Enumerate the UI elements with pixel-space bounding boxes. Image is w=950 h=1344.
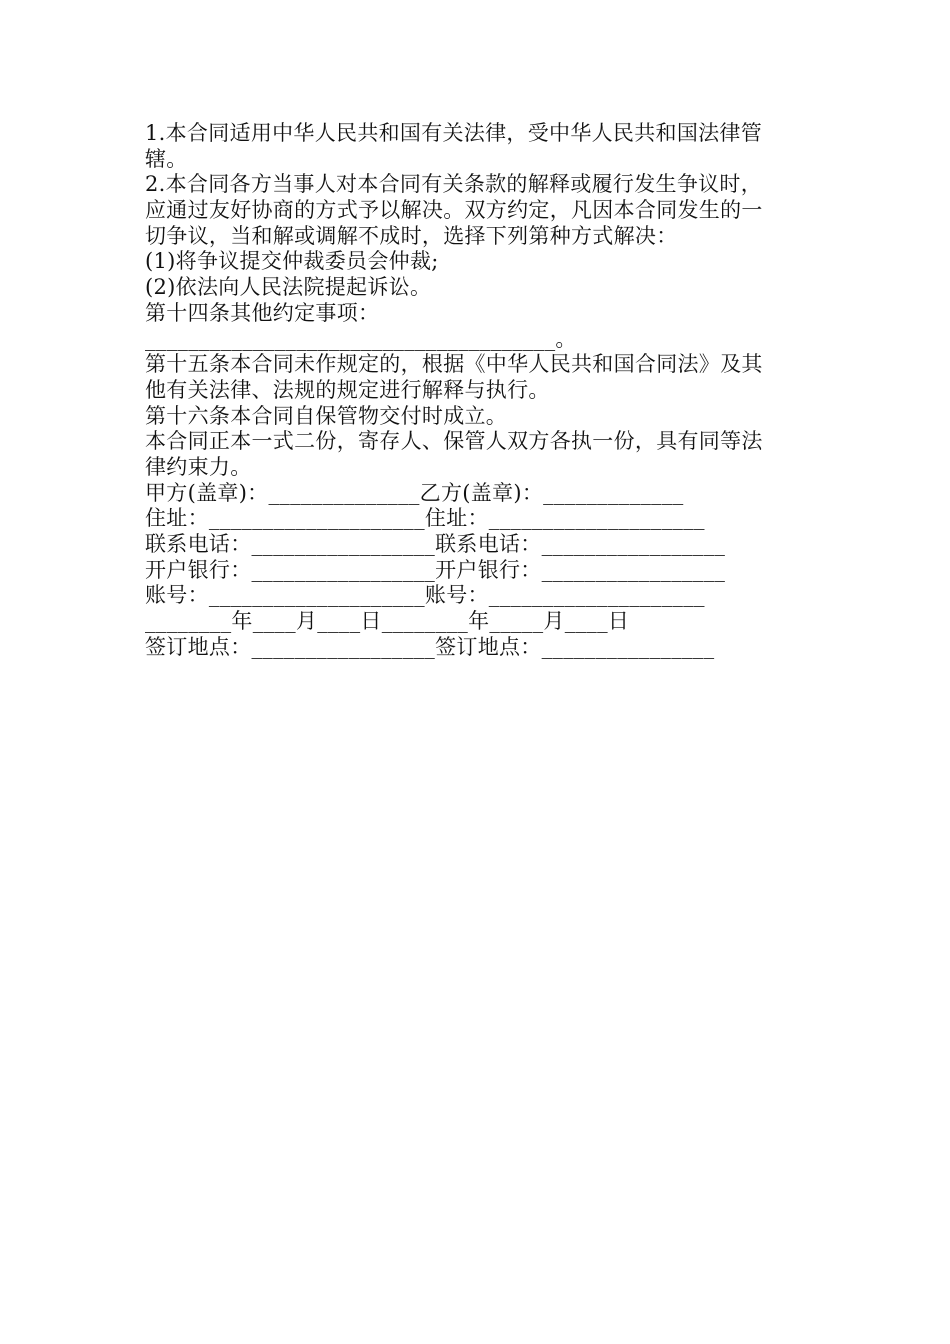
copies-clause-line-1: 本合同正本一式二份，寄存人、保管人双方各执一份，具有同等法 bbox=[145, 429, 763, 454]
article-15-line-1: 第十五条本合同未作规定的，根据《中华人民共和国合同法》及其 bbox=[145, 352, 763, 377]
account-line: 账号：____________________账号：____________________ bbox=[145, 583, 705, 608]
article-15-line-2: 他有关法律、法规的规定进行解释与执行。 bbox=[145, 377, 550, 402]
option-litigation: (2)依法向人民法院提起诉讼。 bbox=[145, 275, 432, 300]
signature-party-line: 甲方(盖章)：______________乙方(盖章)：_____________ bbox=[145, 480, 684, 505]
article-14-heading: 第十四条其他约定事项： bbox=[145, 300, 380, 325]
clause-law-line-1: 1.本合同适用中华人民共和国有关法律，受中华人民共和国法律管 bbox=[145, 121, 763, 145]
bank-line: 开户银行：_________________开户银行：_________________ bbox=[145, 557, 726, 582]
clause-dispute-line-2: 应通过友好协商的方式予以解决。双方约定，凡因本合同发生的一 bbox=[145, 198, 763, 223]
contract-page bbox=[145, 121, 810, 660]
option-arbitration: (1)将争议提交仲裁委员会仲裁; bbox=[145, 249, 439, 274]
article-16: 第十六条本合同自保管物交付时成立。 bbox=[145, 403, 508, 428]
phone-line: 联系电话：_________________联系电话：_________________ bbox=[145, 532, 726, 556]
clause-dispute-line-3: 切争议，当和解或调解不成时，选择下列第种方式解决： bbox=[145, 223, 678, 248]
clause-law-line-2: 辖。 bbox=[145, 146, 188, 171]
address-line: 住址：____________________住址：____________________ bbox=[145, 506, 705, 531]
signing-place-line: 签订地点：_________________签订地点：________________ bbox=[145, 634, 715, 659]
clause-dispute-line-1: 2.本合同各方当事人对本合同有关条款的解释或履行发生争议时， bbox=[145, 172, 763, 197]
date-line: ________年____月____日________年_____月____日 bbox=[145, 609, 630, 634]
article-14-blank: ______________________________________。 bbox=[145, 326, 577, 351]
copies-clause-line-2: 律约束力。 bbox=[145, 454, 252, 479]
